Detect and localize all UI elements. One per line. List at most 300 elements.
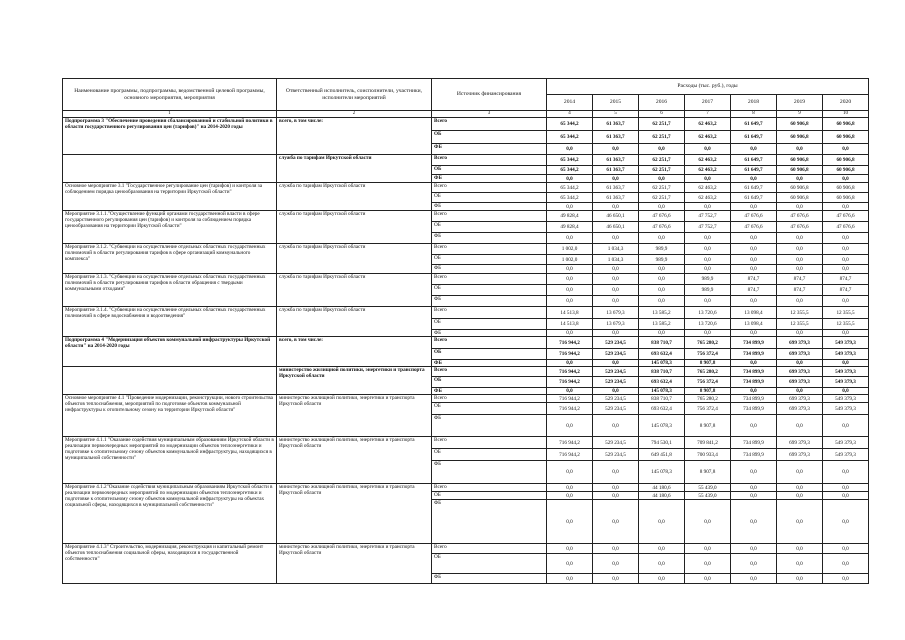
amount-cell: 0,0: [593, 500, 639, 544]
program-name-cell: [63, 367, 277, 395]
amount-cell: 0,0: [685, 500, 731, 544]
funding-source-cell: Всего: [432, 155, 547, 166]
amount-cell: 716 944,2: [547, 337, 593, 349]
program-name-cell: Мероприятие 3.1.2. "Субвенции на осуществление отдельных областных государственных полномочий в области регулирования тарифов в сфере организаций коммунального комплекса": [63, 244, 277, 274]
table-row: [63, 155, 869, 166]
amount-cell: 0,0: [593, 233, 639, 244]
amount-cell: 0,0: [547, 360, 593, 367]
budget-table-sheet: [62, 78, 868, 584]
amount-cell: 0,0: [593, 492, 639, 500]
funding-source-cell: Всего: [432, 307, 547, 319]
amount-cell: 0,0: [731, 244, 777, 255]
amount-cell: 0,0: [823, 255, 869, 265]
year-header: 2018: [731, 95, 777, 111]
amount-cell: 12 355,5: [823, 307, 869, 319]
amount-cell: 0,0: [777, 492, 823, 500]
amount-cell: 12 355,5: [777, 307, 823, 319]
funding-source-cell: Всего: [432, 395, 547, 403]
amount-cell: 0,0: [823, 554, 869, 574]
amount-cell: 13 098,4: [731, 319, 777, 330]
amount-cell: 0,0: [685, 574, 731, 584]
amount-cell: 0,0: [777, 233, 823, 244]
column-number: 9: [777, 111, 823, 118]
funding-source-cell: ФБ: [432, 296, 547, 307]
amount-cell: 989,9: [639, 255, 685, 265]
amount-cell: 0,0: [823, 415, 869, 437]
amount-cell: 0,0: [777, 388, 823, 395]
amount-cell: 61 649,7: [731, 183, 777, 193]
amount-cell: 529 234,5: [593, 337, 639, 349]
amount-cell: 13 679,3: [593, 319, 639, 330]
amount-cell: 0,0: [547, 233, 593, 244]
amount-cell: 65 344,2: [547, 155, 593, 166]
executor-cell: служба по тарифам Иркутской области: [277, 211, 432, 244]
amount-cell: 0,0: [593, 544, 639, 554]
program-name-cell: Мероприятие 3.1.4. "Субвенции на осуществление отдельных областных государственных полномочий в сфере водоснабжения и водоотведения": [63, 307, 277, 337]
amount-cell: 765 280,2: [685, 395, 731, 403]
year-header: 2019: [777, 95, 823, 111]
amount-cell: 0,0: [731, 203, 777, 211]
budget-table: [62, 78, 869, 584]
table-row: [63, 395, 869, 403]
funding-source-cell: Всего: [432, 183, 547, 193]
executor-cell: министерство жилищной политики, энергетики и транспорта Иркутской области: [277, 367, 432, 395]
amount-cell: 989,9: [639, 244, 685, 255]
amount-cell: 65 344,2: [547, 166, 593, 175]
amount-cell: 716 944,2: [547, 437, 593, 449]
executor-cell: служба по тарифам Иркутской области: [277, 307, 432, 337]
program-name-cell: Мероприятие 4.1.1 "Оказание содействия муниципальным образованиям Иркутской области в реализации первоочередных мероприятий по модернизации объектов теплоэнергетики и подготовке к отопительному сезону объектов коммунальной инфраструктуры, находящихся в муниципальной собственности": [63, 437, 277, 484]
funding-source-cell: ОБ: [432, 449, 547, 461]
amount-cell: 0,0: [593, 265, 639, 274]
table-row: [63, 274, 869, 285]
funding-source-cell: Всего: [432, 337, 547, 349]
amount-cell: 529 234,5: [593, 437, 639, 449]
table-row: [63, 183, 869, 193]
amount-cell: 0,0: [639, 500, 685, 544]
amount-cell: 0,0: [777, 144, 823, 155]
amount-cell: 0,0: [777, 544, 823, 554]
amount-cell: 699 379,3: [777, 403, 823, 415]
amount-cell: 0,0: [823, 492, 869, 500]
amount-cell: 0,0: [731, 233, 777, 244]
amount-cell: 874,7: [777, 274, 823, 285]
amount-cell: 61 649,7: [731, 166, 777, 175]
program-name-cell: Подпрограмма 3 "Обеспечение проведения сбалансированной и стабильной политики в области государственного регулирования цен (тарифов)" на 2014-2020 годы: [63, 118, 277, 155]
executor-cell: всего, в том числе:: [277, 118, 432, 155]
amount-cell: 874,7: [823, 274, 869, 285]
amount-cell: 0,0: [593, 574, 639, 584]
year-header: 2020: [823, 95, 869, 111]
amount-cell: 0,0: [639, 203, 685, 211]
amount-cell: 0,0: [823, 388, 869, 395]
amount-cell: 0,0: [547, 203, 593, 211]
funding-source-cell: ОБ: [432, 377, 547, 388]
year-header: 2014: [547, 95, 593, 111]
funding-source-cell: ФБ: [432, 461, 547, 484]
amount-cell: 60 906,8: [823, 131, 869, 144]
funding-source-cell: ОБ: [432, 131, 547, 144]
table-row: [63, 437, 869, 449]
amount-cell: 0,0: [777, 484, 823, 492]
amount-cell: 0,0: [593, 388, 639, 395]
executor-cell: служба по тарифам Иркутской области: [277, 183, 432, 211]
amount-cell: 0,0: [593, 175, 639, 183]
amount-cell: 46 650,1: [593, 211, 639, 222]
amount-cell: 0,0: [731, 574, 777, 584]
amount-cell: 62 251,7: [639, 166, 685, 175]
amount-cell: 8 907,8: [685, 360, 731, 367]
amount-cell: 734 899,9: [731, 449, 777, 461]
amount-cell: 60 906,8: [777, 118, 823, 131]
amount-cell: 62 463,2: [685, 118, 731, 131]
amount-cell: 0,0: [823, 574, 869, 584]
amount-cell: 8 907,8: [685, 415, 731, 437]
amount-cell: 0,0: [777, 461, 823, 484]
amount-cell: 60 906,8: [823, 183, 869, 193]
amount-cell: 0,0: [593, 415, 639, 437]
amount-cell: 874,7: [731, 285, 777, 296]
funding-source-cell: ФБ: [432, 233, 547, 244]
amount-cell: 734 899,9: [731, 349, 777, 360]
amount-cell: 699 379,3: [777, 367, 823, 377]
funding-source-cell: Всего: [432, 367, 547, 377]
amount-cell: 61 363,7: [593, 155, 639, 166]
executor-cell: министерство жилищной политики, энергетики и транспорта Иркутской области: [277, 484, 432, 544]
table-row: [63, 484, 869, 492]
program-name-cell: [63, 155, 277, 183]
amount-cell: 0,0: [731, 544, 777, 554]
amount-cell: 44 180,6: [639, 492, 685, 500]
program-name-cell: Подпрограмма 4 "Модернизация объектов коммунальной инфраструктуры Иркутской области" на 2014-2020 годы: [63, 337, 277, 367]
amount-cell: 14 513,8: [547, 307, 593, 319]
amount-cell: 699 379,3: [777, 377, 823, 388]
amount-cell: 0,0: [731, 175, 777, 183]
program-name-cell: Мероприятие 4.1.3" Строительство, модернизация, реконструкция и капитальный ремонт объектов теплоснабжения социальной сферы, находящихся в государственной собственности": [63, 544, 277, 584]
funding-source-cell: ФБ: [432, 175, 547, 183]
amount-cell: 47 676,6: [777, 211, 823, 222]
amount-cell: 0,0: [547, 144, 593, 155]
amount-cell: 0,0: [547, 500, 593, 544]
amount-cell: 0,0: [685, 144, 731, 155]
column-number: 8: [731, 111, 777, 118]
amount-cell: 62 463,2: [685, 166, 731, 175]
funding-source-cell: ОБ: [432, 403, 547, 415]
amount-cell: 756 372,4: [685, 377, 731, 388]
executor-cell: всего, в том числе:: [277, 337, 432, 367]
executor-cell: министерство жилищной политики, энергетики и транспорта Иркутской области: [277, 395, 432, 437]
funding-source-cell: ФБ: [432, 500, 547, 544]
amount-cell: 989,9: [685, 285, 731, 296]
amount-cell: 0,0: [639, 274, 685, 285]
amount-cell: 0,0: [731, 255, 777, 265]
amount-cell: 12 355,5: [777, 319, 823, 330]
amount-cell: 60 906,8: [777, 183, 823, 193]
amount-cell: 0,0: [593, 330, 639, 337]
year-header: 2015: [593, 95, 639, 111]
amount-cell: 0,0: [547, 492, 593, 500]
amount-cell: 13 585,2: [639, 319, 685, 330]
amount-cell: 549 379,3: [823, 377, 869, 388]
executor-cell: министерство жилищной политики, энергетики и транспорта Иркутской области: [277, 544, 432, 584]
amount-cell: 46 650,1: [593, 222, 639, 233]
funding-source-cell: ОБ: [432, 222, 547, 233]
amount-cell: 756 372,4: [685, 403, 731, 415]
amount-cell: 47 676,6: [731, 211, 777, 222]
amount-cell: 838 710,7: [639, 337, 685, 349]
amount-cell: 62 251,7: [639, 131, 685, 144]
amount-cell: 49 828,4: [547, 211, 593, 222]
column-number: 4: [547, 111, 593, 118]
amount-cell: 65 344,2: [547, 183, 593, 193]
amount-cell: 0,0: [593, 461, 639, 484]
amount-cell: 60 906,8: [777, 166, 823, 175]
amount-cell: 529 234,5: [593, 449, 639, 461]
amount-cell: 874,7: [731, 274, 777, 285]
amount-cell: 47 676,6: [639, 211, 685, 222]
header-expenses: Расходы (тыс. руб.), годы: [547, 79, 869, 95]
amount-cell: 699 379,3: [777, 337, 823, 349]
amount-cell: 0,0: [823, 461, 869, 484]
table-row: [63, 118, 869, 131]
funding-source-cell: Всего: [432, 118, 547, 131]
amount-cell: 1 034,3: [593, 244, 639, 255]
amount-cell: 0,0: [547, 388, 593, 395]
funding-source-cell: ФБ: [432, 203, 547, 211]
amount-cell: 529 234,5: [593, 377, 639, 388]
amount-cell: 145 078,3: [639, 360, 685, 367]
amount-cell: 0,0: [823, 330, 869, 337]
funding-source-cell: ОБ: [432, 319, 547, 330]
amount-cell: 0,0: [731, 144, 777, 155]
funding-source-cell: Всего: [432, 437, 547, 449]
amount-cell: 734 899,9: [731, 377, 777, 388]
amount-cell: 529 234,5: [593, 395, 639, 403]
amount-cell: 0,0: [547, 285, 593, 296]
executor-cell: служба по тарифам Иркутской области: [277, 274, 432, 307]
amount-cell: 0,0: [547, 415, 593, 437]
amount-cell: 13 720,6: [685, 319, 731, 330]
amount-cell: 62 463,2: [685, 193, 731, 203]
amount-cell: 13 720,6: [685, 307, 731, 319]
amount-cell: 0,0: [823, 360, 869, 367]
amount-cell: 0,0: [731, 461, 777, 484]
amount-cell: 0,0: [823, 544, 869, 554]
table-row: [63, 211, 869, 222]
program-name-cell: Основное мероприятие 4.1 "Проведение модернизации, реконструкции, нового строительства объектов теплоснабжения, мероприятий по подготовке объектов коммунальной инфраструктуры к отопительному сезону на территории Иркутской области": [63, 395, 277, 437]
program-name-cell: Мероприятие 3.1.1."Осуществление функций органами государственной власти в сфере государственного регулирования цен (тарифов) и контроля за соблюдением порядка ценообразования на территории Иркутской области": [63, 211, 277, 244]
amount-cell: 529 234,5: [593, 403, 639, 415]
amount-cell: 0,0: [823, 144, 869, 155]
amount-cell: 0,0: [547, 544, 593, 554]
amount-cell: 49 828,4: [547, 222, 593, 233]
amount-cell: 55 439,0: [685, 492, 731, 500]
amount-cell: 61 363,7: [593, 131, 639, 144]
table-row: [63, 307, 869, 319]
amount-cell: 8 907,8: [685, 461, 731, 484]
amount-cell: 0,0: [823, 233, 869, 244]
amount-cell: 716 944,2: [547, 403, 593, 415]
executor-cell: служба по тарифам Иркутской области: [277, 155, 432, 183]
funding-source-cell: ОБ: [432, 193, 547, 203]
column-number: 7: [685, 111, 731, 118]
amount-cell: 47 676,6: [777, 222, 823, 233]
amount-cell: 0,0: [777, 265, 823, 274]
amount-cell: 47 676,6: [731, 222, 777, 233]
amount-cell: 47 676,6: [823, 211, 869, 222]
amount-cell: 65 344,2: [547, 193, 593, 203]
amount-cell: 47 676,6: [823, 222, 869, 233]
funding-source-cell: ФБ: [432, 330, 547, 337]
amount-cell: 716 944,2: [547, 449, 593, 461]
amount-cell: 0,0: [823, 296, 869, 307]
amount-cell: 549 379,3: [823, 395, 869, 403]
amount-cell: 0,0: [639, 144, 685, 155]
amount-cell: 0,0: [639, 554, 685, 574]
amount-cell: 0,0: [639, 233, 685, 244]
amount-cell: 0,0: [823, 484, 869, 492]
amount-cell: 0,0: [777, 500, 823, 544]
amount-cell: 60 906,8: [777, 193, 823, 203]
funding-source-cell: ФБ: [432, 574, 547, 584]
amount-cell: 47 752,7: [685, 211, 731, 222]
amount-cell: 62 251,7: [639, 118, 685, 131]
amount-cell: 65 344,2: [547, 131, 593, 144]
amount-cell: 62 463,2: [685, 183, 731, 193]
funding-source-cell: Всего: [432, 274, 547, 285]
amount-cell: 0,0: [685, 330, 731, 337]
amount-cell: 549 379,3: [823, 437, 869, 449]
amount-cell: 0,0: [777, 415, 823, 437]
amount-cell: 700 933,4: [685, 449, 731, 461]
program-name-cell: Мероприятие 3.1.3. "Субвенции на осуществление отдельных областных государственных полномочий в области регулирования тарифов в области обращения с твердыми коммунальными отходами": [63, 274, 277, 307]
amount-cell: 65 344,2: [547, 118, 593, 131]
amount-cell: 0,0: [593, 144, 639, 155]
amount-cell: 0,0: [777, 175, 823, 183]
amount-cell: 0,0: [593, 296, 639, 307]
amount-cell: 0,0: [547, 574, 593, 584]
amount-cell: 0,0: [777, 296, 823, 307]
amount-cell: 60 906,8: [777, 131, 823, 144]
amount-cell: 60 906,8: [777, 155, 823, 166]
amount-cell: 0,0: [639, 330, 685, 337]
funding-source-cell: ФБ: [432, 360, 547, 367]
amount-cell: 13 098,4: [731, 307, 777, 319]
amount-cell: 0,0: [823, 265, 869, 274]
amount-cell: 61 363,7: [593, 183, 639, 193]
amount-cell: 549 379,3: [823, 367, 869, 377]
funding-source-cell: Всего: [432, 484, 547, 492]
column-number: 2: [277, 111, 432, 118]
program-name-cell: Мероприятие 4.1.2"Оказание содействия муниципальным образованиям Иркутской области в реализации первоочередных мероприятий по модернизации объектов теплоэнергетики и подготовке к отопительному сезону объектов коммунальной инфраструктуры на объектах социальной сферы, находящихся в муниципальной собственности": [63, 484, 277, 544]
amount-cell: 0,0: [823, 244, 869, 255]
amount-cell: 0,0: [731, 296, 777, 307]
amount-cell: 47 752,7: [685, 222, 731, 233]
amount-cell: 60 906,8: [823, 193, 869, 203]
amount-cell: 794 530,1: [639, 437, 685, 449]
amount-cell: 61 649,7: [731, 131, 777, 144]
amount-cell: 13 585,2: [639, 307, 685, 319]
amount-cell: 0,0: [731, 388, 777, 395]
amount-cell: 529 234,5: [593, 367, 639, 377]
amount-cell: 0,0: [685, 544, 731, 554]
amount-cell: 0,0: [777, 244, 823, 255]
amount-cell: 734 899,9: [731, 337, 777, 349]
amount-cell: 734 899,9: [731, 403, 777, 415]
table-row: [63, 244, 869, 255]
table-row: [63, 544, 869, 554]
amount-cell: 734 899,9: [731, 367, 777, 377]
amount-cell: 549 379,3: [823, 449, 869, 461]
amount-cell: 1 002,0: [547, 244, 593, 255]
executor-cell: министерство жилищной политики, энергетики и транспорта Иркутской области: [277, 437, 432, 484]
amount-cell: 0,0: [593, 285, 639, 296]
amount-cell: 693 632,4: [639, 349, 685, 360]
amount-cell: 61 363,7: [593, 166, 639, 175]
column-number: 1: [63, 111, 277, 118]
amount-cell: 0,0: [593, 360, 639, 367]
amount-cell: 8 907,8: [685, 388, 731, 395]
amount-cell: 699 379,3: [777, 349, 823, 360]
amount-cell: 0,0: [593, 203, 639, 211]
amount-cell: 0,0: [639, 574, 685, 584]
amount-cell: 0,0: [685, 233, 731, 244]
amount-cell: 0,0: [731, 492, 777, 500]
amount-cell: 0,0: [731, 554, 777, 574]
amount-cell: 0,0: [823, 175, 869, 183]
amount-cell: 693 632,4: [639, 377, 685, 388]
amount-cell: 874,7: [777, 285, 823, 296]
amount-cell: 0,0: [547, 175, 593, 183]
amount-cell: 0,0: [547, 265, 593, 274]
amount-cell: 765 280,2: [685, 367, 731, 377]
amount-cell: 0,0: [593, 274, 639, 285]
amount-cell: 0,0: [777, 330, 823, 337]
amount-cell: 699 379,3: [777, 437, 823, 449]
amount-cell: 0,0: [685, 265, 731, 274]
amount-cell: 44 180,6: [639, 484, 685, 492]
amount-cell: 62 251,7: [639, 193, 685, 203]
amount-cell: 0,0: [731, 265, 777, 274]
amount-cell: 0,0: [731, 484, 777, 492]
amount-cell: 0,0: [731, 500, 777, 544]
amount-cell: 765 280,2: [685, 337, 731, 349]
funding-source-cell: ФБ: [432, 265, 547, 274]
amount-cell: 60 906,8: [823, 155, 869, 166]
amount-cell: 0,0: [685, 203, 731, 211]
amount-cell: 716 944,2: [547, 377, 593, 388]
amount-cell: 0,0: [823, 203, 869, 211]
amount-cell: 61 363,7: [593, 118, 639, 131]
funding-source-cell: Всего: [432, 211, 547, 222]
amount-cell: 0,0: [639, 296, 685, 307]
amount-cell: 0,0: [685, 255, 731, 265]
amount-cell: 649 451,8: [639, 449, 685, 461]
column-number: 5: [593, 111, 639, 118]
amount-cell: 61 649,7: [731, 118, 777, 131]
amount-cell: 0,0: [639, 175, 685, 183]
funding-source-cell: ОБ: [432, 349, 547, 360]
amount-cell: 734 899,9: [731, 395, 777, 403]
amount-cell: 693 632,4: [639, 403, 685, 415]
table-row: [63, 367, 869, 377]
funding-source-cell: ФБ: [432, 415, 547, 437]
amount-cell: 0,0: [731, 415, 777, 437]
amount-cell: 0,0: [593, 554, 639, 574]
amount-cell: 716 944,2: [547, 367, 593, 377]
amount-cell: 62 251,7: [639, 183, 685, 193]
amount-cell: 0,0: [593, 484, 639, 492]
